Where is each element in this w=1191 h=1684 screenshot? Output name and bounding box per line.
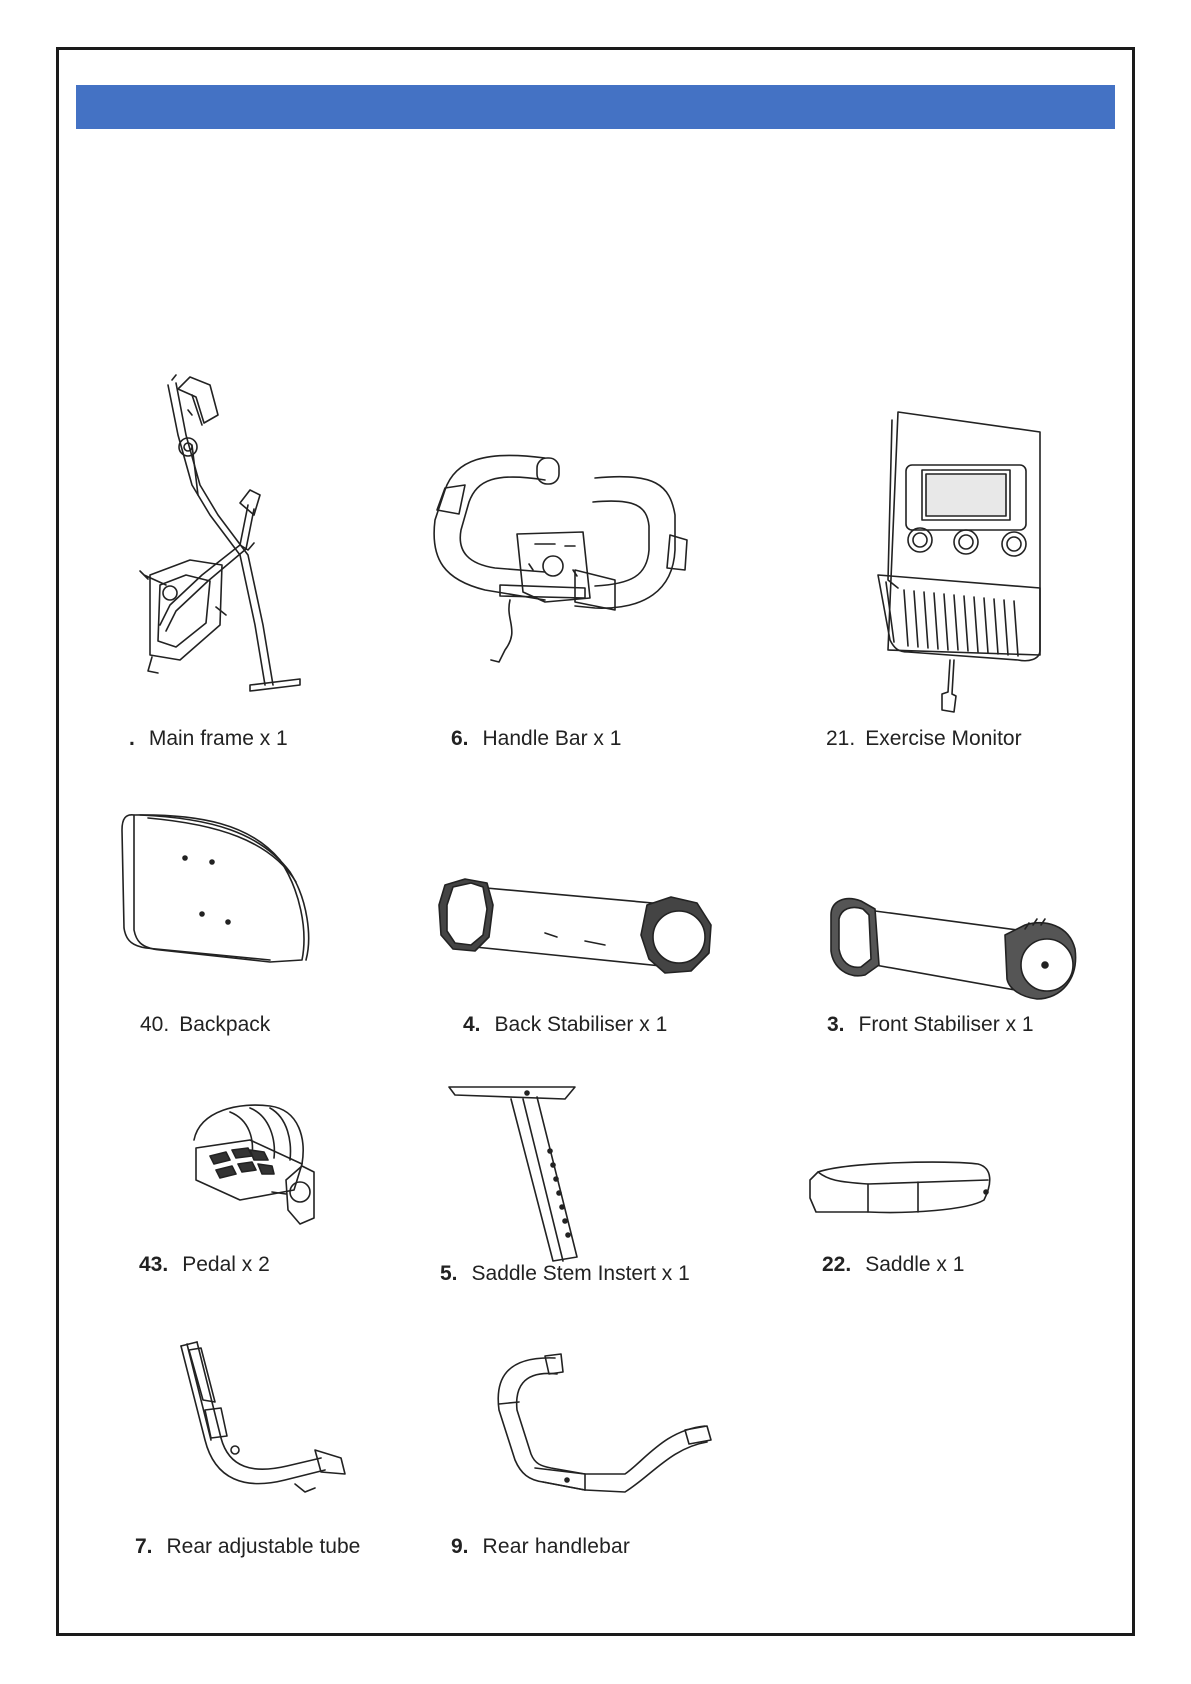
rear-adjustable-tube-drawing <box>175 1340 355 1510</box>
part-number: 5. <box>440 1262 458 1285</box>
part-name: Front Stabiliser x 1 <box>858 1013 1034 1036</box>
part-name: Handle Bar x 1 <box>482 727 622 750</box>
part-name: Saddle x 1 <box>865 1253 965 1276</box>
part-number: 21. <box>826 727 856 750</box>
part-number: 6. <box>451 727 469 750</box>
part-name: Rear handlebar <box>482 1535 631 1558</box>
exercise-monitor-drawing <box>868 410 1048 715</box>
rear-handlebar-drawing <box>485 1350 715 1510</box>
header-banner <box>76 85 1115 129</box>
back-stabiliser-drawing <box>435 875 725 975</box>
main-frame-drawing <box>130 375 310 695</box>
part-name: Backpack <box>179 1013 271 1036</box>
part-number: 9. <box>451 1535 469 1558</box>
part-number: 22. <box>822 1253 852 1276</box>
handle-bar-drawing <box>425 440 705 670</box>
part-name: Main frame x 1 <box>148 727 288 750</box>
part-number: 40. <box>140 1013 170 1036</box>
part-name: Rear adjustable tube <box>166 1535 361 1558</box>
pedal-drawing <box>190 1100 330 1230</box>
part-name: Exercise Monitor <box>865 727 1022 750</box>
part-name: Back Stabiliser x 1 <box>494 1013 668 1036</box>
part-number: . <box>129 727 135 750</box>
part-number: 7. <box>135 1535 153 1558</box>
part-name: Saddle Stem Instert x 1 <box>471 1262 690 1285</box>
part-number: 4. <box>463 1013 481 1036</box>
part-number: 3. <box>827 1013 845 1036</box>
front-stabiliser-drawing <box>825 895 1085 1005</box>
saddle-stem-drawing <box>445 1085 605 1270</box>
part-number: 43. <box>139 1253 169 1276</box>
saddle-drawing <box>808 1160 998 1230</box>
part-name: Pedal x 2 <box>182 1253 270 1276</box>
backpack-drawing <box>120 810 320 970</box>
